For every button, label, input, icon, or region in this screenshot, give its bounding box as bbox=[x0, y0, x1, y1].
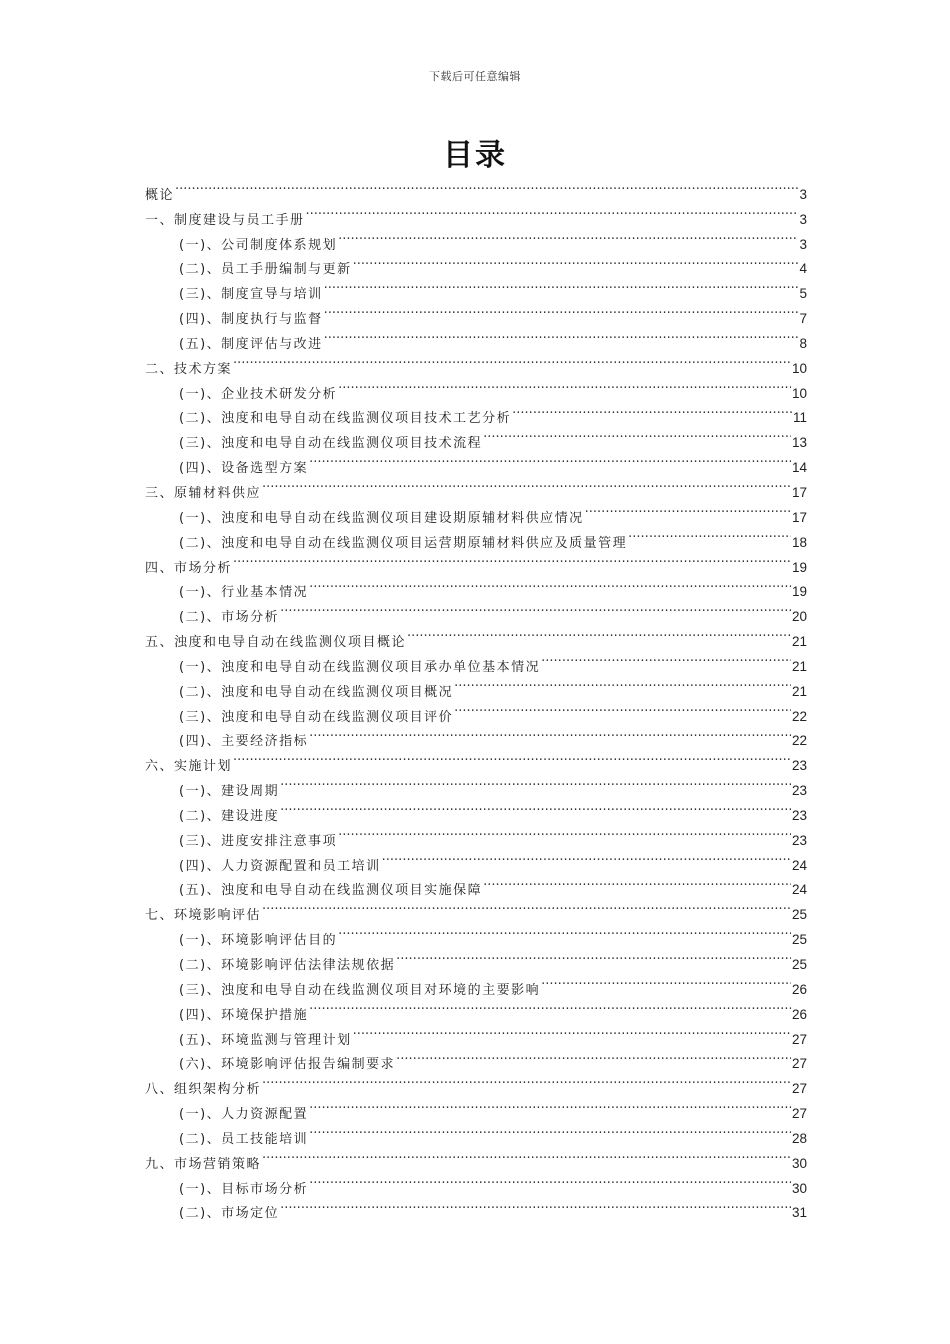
toc-entry-page-number: 23 bbox=[791, 807, 807, 823]
toc-entry-page-number: 5 bbox=[799, 286, 807, 302]
toc-leader-dots bbox=[280, 596, 791, 621]
toc-entry-label: 八、组织架构分析 bbox=[145, 1082, 262, 1098]
toc-entry-label: (一)、行业基本情况 bbox=[179, 585, 309, 601]
toc-entry-page-number: 24 bbox=[791, 857, 807, 873]
toc-entry-label: (二)、环境影响评估法律法规依据 bbox=[179, 958, 396, 973]
toc-entry[interactable] bbox=[145, 348, 807, 377]
toc-entry-label: 二、技术方案 bbox=[145, 361, 233, 377]
toc-entry-label: (一)、目标市场分析 bbox=[179, 1181, 309, 1197]
toc-leader-dots bbox=[628, 522, 791, 547]
toc-entry-page-number: 23 bbox=[791, 758, 807, 774]
toc-entry-page-number: 27 bbox=[791, 1106, 807, 1122]
toc-entry-page-number: 30 bbox=[791, 1155, 807, 1171]
toc-leader-dots bbox=[262, 894, 791, 919]
toc-entry-label: (四)、人力资源配置和员工培训 bbox=[179, 858, 381, 874]
toc-entry-label: (二)、员工手册编制与更新 bbox=[179, 262, 352, 278]
toc-leader-dots bbox=[353, 1019, 791, 1044]
toc-entry-label: (三)、浊度和电导自动在线监测仪项目对环境的主要影响 bbox=[179, 982, 541, 998]
toc-entry-page-number: 10 bbox=[791, 385, 807, 401]
toc-leader-dots bbox=[309, 1093, 791, 1118]
toc-entry-page-number: 17 bbox=[791, 509, 807, 525]
toc-entry-page-number: 17 bbox=[791, 484, 807, 500]
toc-entry-page-number: 27 bbox=[791, 1081, 807, 1097]
toc-entry-page-number: 19 bbox=[791, 559, 807, 575]
toc-entry-page-number: 20 bbox=[791, 609, 807, 625]
toc-leader-dots bbox=[262, 1143, 791, 1168]
toc-leader-dots bbox=[407, 621, 791, 646]
toc-entry-page-number: 25 bbox=[791, 957, 807, 972]
toc-leader-dots bbox=[324, 298, 799, 323]
toc-leader-dots bbox=[324, 273, 799, 298]
header-note: 下载后可任意编辑 bbox=[429, 70, 521, 83]
toc-leader-dots bbox=[512, 398, 792, 423]
toc-leader-dots bbox=[280, 770, 791, 795]
toc-leader-dots bbox=[233, 745, 791, 770]
toc-entry-page-number: 14 bbox=[791, 460, 807, 476]
toc-leader-dots bbox=[541, 969, 791, 994]
toc-leader-dots bbox=[309, 1168, 791, 1193]
toc-entry[interactable] bbox=[145, 199, 807, 228]
toc-leader-dots bbox=[175, 174, 798, 199]
toc-entry-page-number: 27 bbox=[791, 1056, 807, 1072]
toc-entry[interactable] bbox=[145, 547, 807, 576]
toc-entry[interactable] bbox=[145, 745, 807, 775]
toc-entry-page-number: 11 bbox=[792, 410, 807, 426]
toc-entry-label: 九、市场营销策略 bbox=[145, 1156, 262, 1172]
toc-entry-label: (一)、浊度和电导自动在线监测仪项目承办单位基本情况 bbox=[179, 659, 541, 675]
toc-leader-dots bbox=[585, 497, 791, 522]
toc-entry-page-number: 24 bbox=[791, 882, 807, 898]
toc-entry-page-number: 3 bbox=[799, 236, 807, 252]
toc-entry-label: (一)、企业技术研发分析 bbox=[179, 386, 338, 402]
toc-entry-label: (一)、建设周期 bbox=[179, 784, 280, 800]
toc-entry-label: 一、制度建设与员工手册 bbox=[145, 212, 305, 228]
toc-entry-label: (一)、浊度和电导自动在线监测仪项目建设期原辅材料供应情况 bbox=[179, 510, 584, 526]
toc-leader-dots bbox=[483, 870, 791, 895]
toc-entry-page-number: 10 bbox=[791, 360, 807, 376]
toc-entry-label: 七、环境影响评估 bbox=[145, 908, 262, 924]
toc-leader-dots bbox=[396, 1044, 791, 1069]
toc-leader-dots bbox=[353, 249, 799, 274]
toc-entry-label: (六)、环境影响评估报告编制要求 bbox=[179, 1057, 396, 1073]
toc-entry-label: (三)、浊度和电导自动在线监测仪项目技术流程 bbox=[179, 436, 483, 452]
toc-entry-page-number: 21 bbox=[791, 658, 807, 674]
toc-entry-page-number: 13 bbox=[791, 435, 807, 451]
toc-entry-label: (二)、浊度和电导自动在线监测仪项目技术工艺分析 bbox=[179, 411, 512, 427]
toc-entry-label: 概论 bbox=[145, 187, 175, 203]
toc-entry-page-number: 22 bbox=[791, 733, 807, 749]
toc-entry-page-number: 3 bbox=[799, 186, 807, 202]
toc-entry-page-number: 25 bbox=[791, 932, 807, 948]
toc-entry-label: (二)、市场分析 bbox=[179, 610, 280, 626]
toc-leader-dots bbox=[309, 721, 791, 746]
toc-entry-page-number: 31 bbox=[791, 1205, 807, 1221]
toc-title: 目录 bbox=[443, 138, 507, 173]
toc-entry-label: (二)、浊度和电导自动在线监测仪项目运营期原辅材料供应及质量管理 bbox=[179, 535, 628, 551]
toc-entry-label: (四)、主要经济指标 bbox=[179, 734, 309, 750]
toc-entry[interactable] bbox=[145, 770, 807, 800]
toc-leader-dots bbox=[309, 447, 791, 472]
toc-entry-page-number: 21 bbox=[791, 634, 807, 650]
toc-entry-page-number: 3 bbox=[799, 211, 807, 227]
toc-entry-label: (二)、建设进度 bbox=[179, 808, 280, 824]
toc-entry-label: (五)、制度评估与改进 bbox=[179, 336, 323, 352]
toc-leader-dots bbox=[233, 348, 791, 373]
toc-entry-label: 六、实施计划 bbox=[145, 759, 233, 775]
toc-leader-dots bbox=[454, 696, 791, 721]
toc-entry-label: (四)、制度执行与监督 bbox=[179, 312, 323, 328]
toc-leader-dots bbox=[382, 845, 791, 870]
toc-leader-dots bbox=[280, 795, 791, 820]
toc-entry-page-number: 30 bbox=[791, 1180, 807, 1196]
table-of-contents bbox=[145, 174, 807, 1222]
toc-entry-label: (一)、公司制度体系规划 bbox=[179, 237, 338, 253]
toc-entry-label: (二)、浊度和电导自动在线监测仪项目概况 bbox=[179, 684, 454, 700]
toc-leader-dots bbox=[338, 224, 798, 249]
toc-leader-dots bbox=[309, 994, 791, 1019]
toc-entry[interactable] bbox=[145, 174, 807, 203]
toc-entry-label: (五)、浊度和电导自动在线监测仪项目实施保障 bbox=[179, 883, 483, 899]
toc-entry-label: 五、浊度和电导自动在线监测仪项目概论 bbox=[145, 635, 407, 651]
toc-leader-dots bbox=[233, 547, 791, 572]
toc-leader-dots bbox=[396, 944, 791, 969]
toc-entry-page-number: 4 bbox=[799, 261, 807, 277]
toc-entry-page-number: 25 bbox=[791, 907, 807, 923]
toc-leader-dots bbox=[262, 472, 791, 497]
toc-entry-page-number: 8 bbox=[799, 335, 807, 351]
toc-entry-page-number: 23 bbox=[791, 783, 807, 799]
toc-entry-label: (三)、浊度和电导自动在线监测仪项目评价 bbox=[179, 709, 454, 725]
toc-leader-dots bbox=[306, 199, 799, 224]
toc-entry-page-number: 21 bbox=[791, 683, 807, 699]
toc-leader-dots bbox=[338, 820, 791, 845]
toc-leader-dots bbox=[338, 919, 791, 944]
toc-leader-dots bbox=[338, 373, 791, 398]
toc-leader-dots bbox=[262, 1068, 791, 1093]
toc-entry[interactable] bbox=[145, 572, 807, 601]
toc-entry-label: 三、原辅材料供应 bbox=[145, 485, 262, 501]
toc-entry-page-number: 7 bbox=[799, 311, 807, 327]
toc-entry-label: (一)、人力资源配置 bbox=[179, 1107, 309, 1123]
toc-leader-dots bbox=[309, 1118, 791, 1143]
toc-leader-dots bbox=[324, 323, 799, 348]
toc-entry-label: 四、市场分析 bbox=[145, 560, 233, 576]
toc-entry-label: (四)、设备选型方案 bbox=[179, 461, 309, 477]
toc-leader-dots bbox=[309, 572, 791, 597]
toc-leader-dots bbox=[454, 671, 791, 696]
toc-leader-dots bbox=[541, 646, 791, 671]
toc-entry-page-number: 22 bbox=[791, 708, 807, 724]
toc-entry-page-number: 23 bbox=[791, 832, 807, 848]
toc-entry-label: (五)、环境监测与管理计划 bbox=[179, 1032, 352, 1048]
toc-entry-page-number: 26 bbox=[791, 1006, 807, 1022]
toc-entry-page-number: 26 bbox=[791, 981, 807, 997]
toc-entry-page-number: 18 bbox=[791, 534, 807, 550]
toc-entry-label: (二)、市场定位 bbox=[179, 1206, 280, 1222]
toc-entry-label: (二)、员工技能培训 bbox=[179, 1131, 309, 1147]
toc-entry-label: (三)、进度安排注意事项 bbox=[179, 833, 338, 849]
toc-leader-dots bbox=[280, 1193, 791, 1218]
toc-entry-label: (一)、环境影响评估目的 bbox=[179, 933, 338, 949]
toc-entry[interactable] bbox=[145, 373, 807, 402]
toc-entry-page-number: 27 bbox=[791, 1031, 807, 1047]
toc-entry-label: (三)、制度宣导与培训 bbox=[179, 287, 323, 303]
toc-leader-dots bbox=[483, 422, 791, 447]
toc-entry-label: (四)、环境保护措施 bbox=[179, 1007, 309, 1023]
toc-entry-page-number: 19 bbox=[791, 584, 807, 600]
toc-entry-page-number: 28 bbox=[791, 1130, 807, 1146]
